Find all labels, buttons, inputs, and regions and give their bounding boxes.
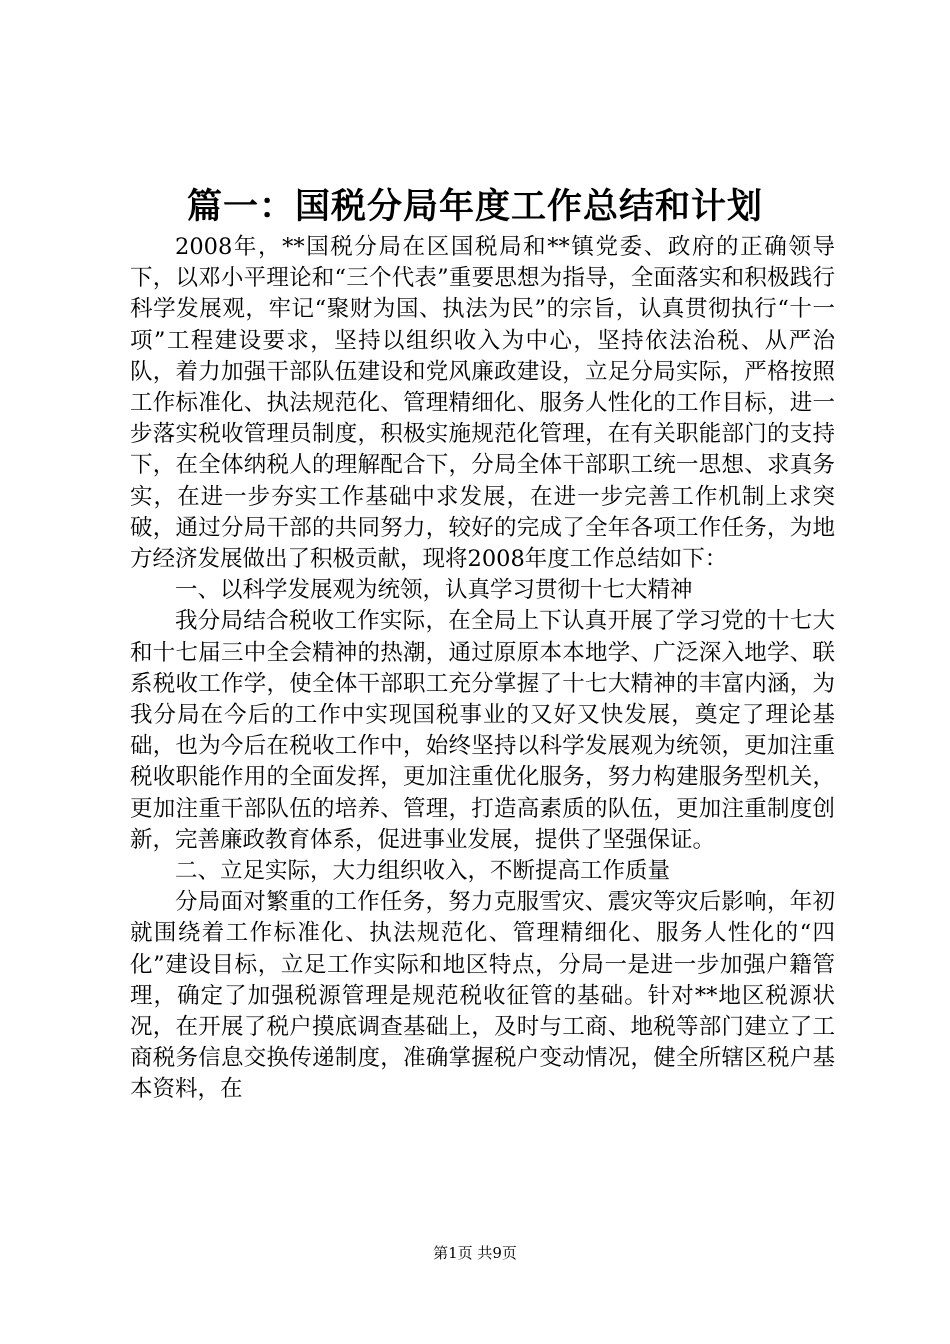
paragraph-intro: 2008年，**国税分局在区国税局和**镇党委、政府的正确领导下，以邓小平理论和“三个代表”重要思想为指导，全面落实和积极践行科学发展观，牢记“聚财为国、执法为民”的宗旨，认真贯彻执行“十一项”工程建设要求，坚持以组织收入为中心，坚持依法治税、从严治队，着力加强干部队伍建设和党风廉政建设，立足分局实际，严格按照工作标准化、执法规范化、管理精细化、服务人性化的工作目标，进一步落实税收管理员制度，积极实施规范化管理，在有关职能部门的支持下，在全体纳税人的理解配合下，分局全体干部职工统一思想、求真务实，在进一步夯实工作基础中求发展，在进一步完善工作机制上求突破，通过分局干部的共同努力，较好的完成了全年各项工作任务，为地方经济发展做出了积极贡献，现将2008年度工作总结如下： [130, 234, 835, 573]
page-number-footer: 第1页 共9页 [433, 1244, 517, 1262]
section-heading-1: 一、以科学发展观为统领，认真学习贯彻十七大精神 [175, 577, 693, 604]
section-heading-2: 二、立足实际，大力组织收入，不断提高工作质量 [175, 858, 671, 885]
document-body [130, 232, 835, 1106]
paragraph-section-1: 我分局结合税收工作实际，在全局上下认真开展了学习党的十七大和十七届三中全会精神的热潮，通过原原本本地学、广泛深入地学、联系税收工作学，使全体干部职工充分掌握了十七大精神的丰富内涵，为我分局在今后的工作中实现国税事业的又好又快发展，奠定了理论基础，也为今后在税收工作中，始终坚持以科学发展观为统领，更加注重税收职能作用的全面发挥，更加注重优化服务，努力构建服务型机关，更加注重干部队伍的培养、管理，打造高素质的队伍，更加注重制度创新，完善廉政教育体系，促进事业发展，提供了坚强保证。 [130, 608, 835, 853]
document-title: 篇一：国税分局年度工作总结和计划 [186, 186, 763, 227]
paragraph-section-2: 分局面对繁重的工作任务，努力克服雪灾、震灾等灾后影响，年初就围绕着工作标准化、执法规范化、管理精细化、服务人性化的“四化”建设目标，立足工作实际和地区特点，分局一是进一步加强户籍管理，确定了加强税源管理是规范税收征管的基础。针对**地区税源状况，在开展了税户摸底调查基础上，及时与工商、地税等部门建立了工商税务信息交换传递制度，准确掌握税户变动情况，健全所辖区税户基本资料，在 [130, 889, 835, 1103]
